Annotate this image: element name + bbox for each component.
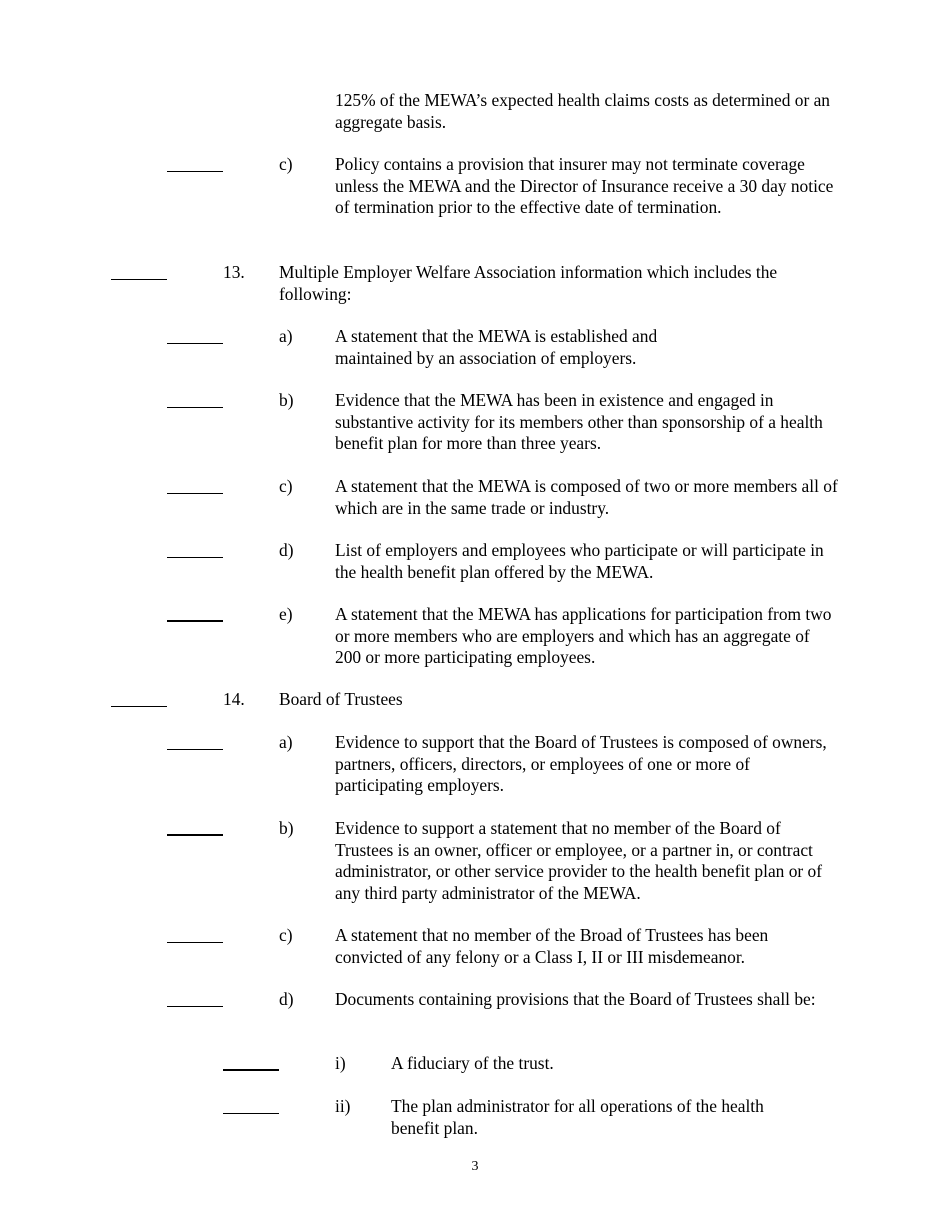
item-text: A statement that no member of the Broad of Trustees has been convicted of any felony or a Class I, II or III misdemeanor.: [335, 925, 769, 967]
item-text: Evidence to support a statement that no member of the Board of Trustees is an owner, officer or employee, or a partner in, or contract administrator, or other service provider to the health benefit plan or of any third party administrator of the MEWA.: [335, 818, 823, 903]
item-marker: d): [279, 540, 294, 560]
checklist-blank[interactable]: [167, 834, 223, 836]
continuation-text: 125% of the MEWA’s expected health claims costs as determined or an aggregate basis.: [335, 90, 831, 132]
item-text: A statement that the MEWA has applications for participation from two or more members who are employers and which has an aggregate of 200 or more participating employees.: [335, 604, 832, 668]
item-marker: a): [279, 326, 293, 346]
checklist-blank[interactable]: [167, 557, 223, 558]
item-marker: d): [279, 989, 294, 1009]
item-marker: c): [279, 154, 293, 174]
section-number: 14.: [223, 689, 245, 709]
checklist-blank[interactable]: [167, 343, 223, 344]
item-text: Evidence that the MEWA has been in existence and engaged in substantive activity for its members other than sponsorship of a health benefit plan for more than three years.: [335, 390, 823, 454]
item-text: Evidence to support that the Board of Trustees is composed of owners, partners, officers, directors, or employees of one or more of participating employers.: [335, 732, 827, 796]
item-marker: b): [279, 390, 294, 410]
item-marker: b): [279, 818, 294, 838]
checklist-blank[interactable]: [167, 407, 223, 408]
item-text: List of employers and employees who participate or will participate in the health benefit plan offered by the MEWA.: [335, 540, 824, 582]
section-number: 13.: [223, 262, 245, 282]
item-text: A statement that the MEWA is composed of two or more members all of which are in the same trade or industry.: [335, 476, 838, 518]
subitem-marker: i): [335, 1053, 346, 1073]
subitem-marker: ii): [335, 1096, 351, 1116]
subitem-text: The plan administrator for all operations of the health benefit plan.: [391, 1096, 764, 1138]
page-number: 3: [471, 1159, 479, 1174]
item-text: Policy contains a provision that insurer may not terminate coverage unless the MEWA and the Director of Insurance receive a 30 day notice of termination prior to the effective date of termination.: [335, 154, 834, 218]
checklist-blank[interactable]: [167, 942, 223, 943]
section-heading: Board of Trustees: [279, 689, 403, 709]
checklist-blank[interactable]: [167, 493, 223, 494]
checklist-blank[interactable]: [167, 171, 223, 172]
checklist-blank[interactable]: [167, 749, 223, 750]
checklist-blank[interactable]: [167, 620, 223, 622]
item-marker: e): [279, 604, 293, 624]
item-text: A statement that the MEWA is established and maintained by an association of employers.: [335, 326, 658, 368]
checklist-blank[interactable]: [167, 1006, 223, 1007]
checklist-blank[interactable]: [111, 279, 167, 280]
section-heading: Multiple Employer Welfare Association information which includes the following:: [279, 262, 778, 304]
checklist-blank[interactable]: [111, 706, 167, 707]
item-text: Documents containing provisions that the Board of Trustees shall be:: [335, 989, 816, 1009]
item-marker: c): [279, 925, 293, 945]
checklist-blank[interactable]: [223, 1069, 279, 1071]
item-marker: a): [279, 732, 293, 752]
item-marker: c): [279, 476, 293, 496]
checklist-blank[interactable]: [223, 1113, 279, 1114]
subitem-text: A fiduciary of the trust.: [391, 1053, 554, 1073]
